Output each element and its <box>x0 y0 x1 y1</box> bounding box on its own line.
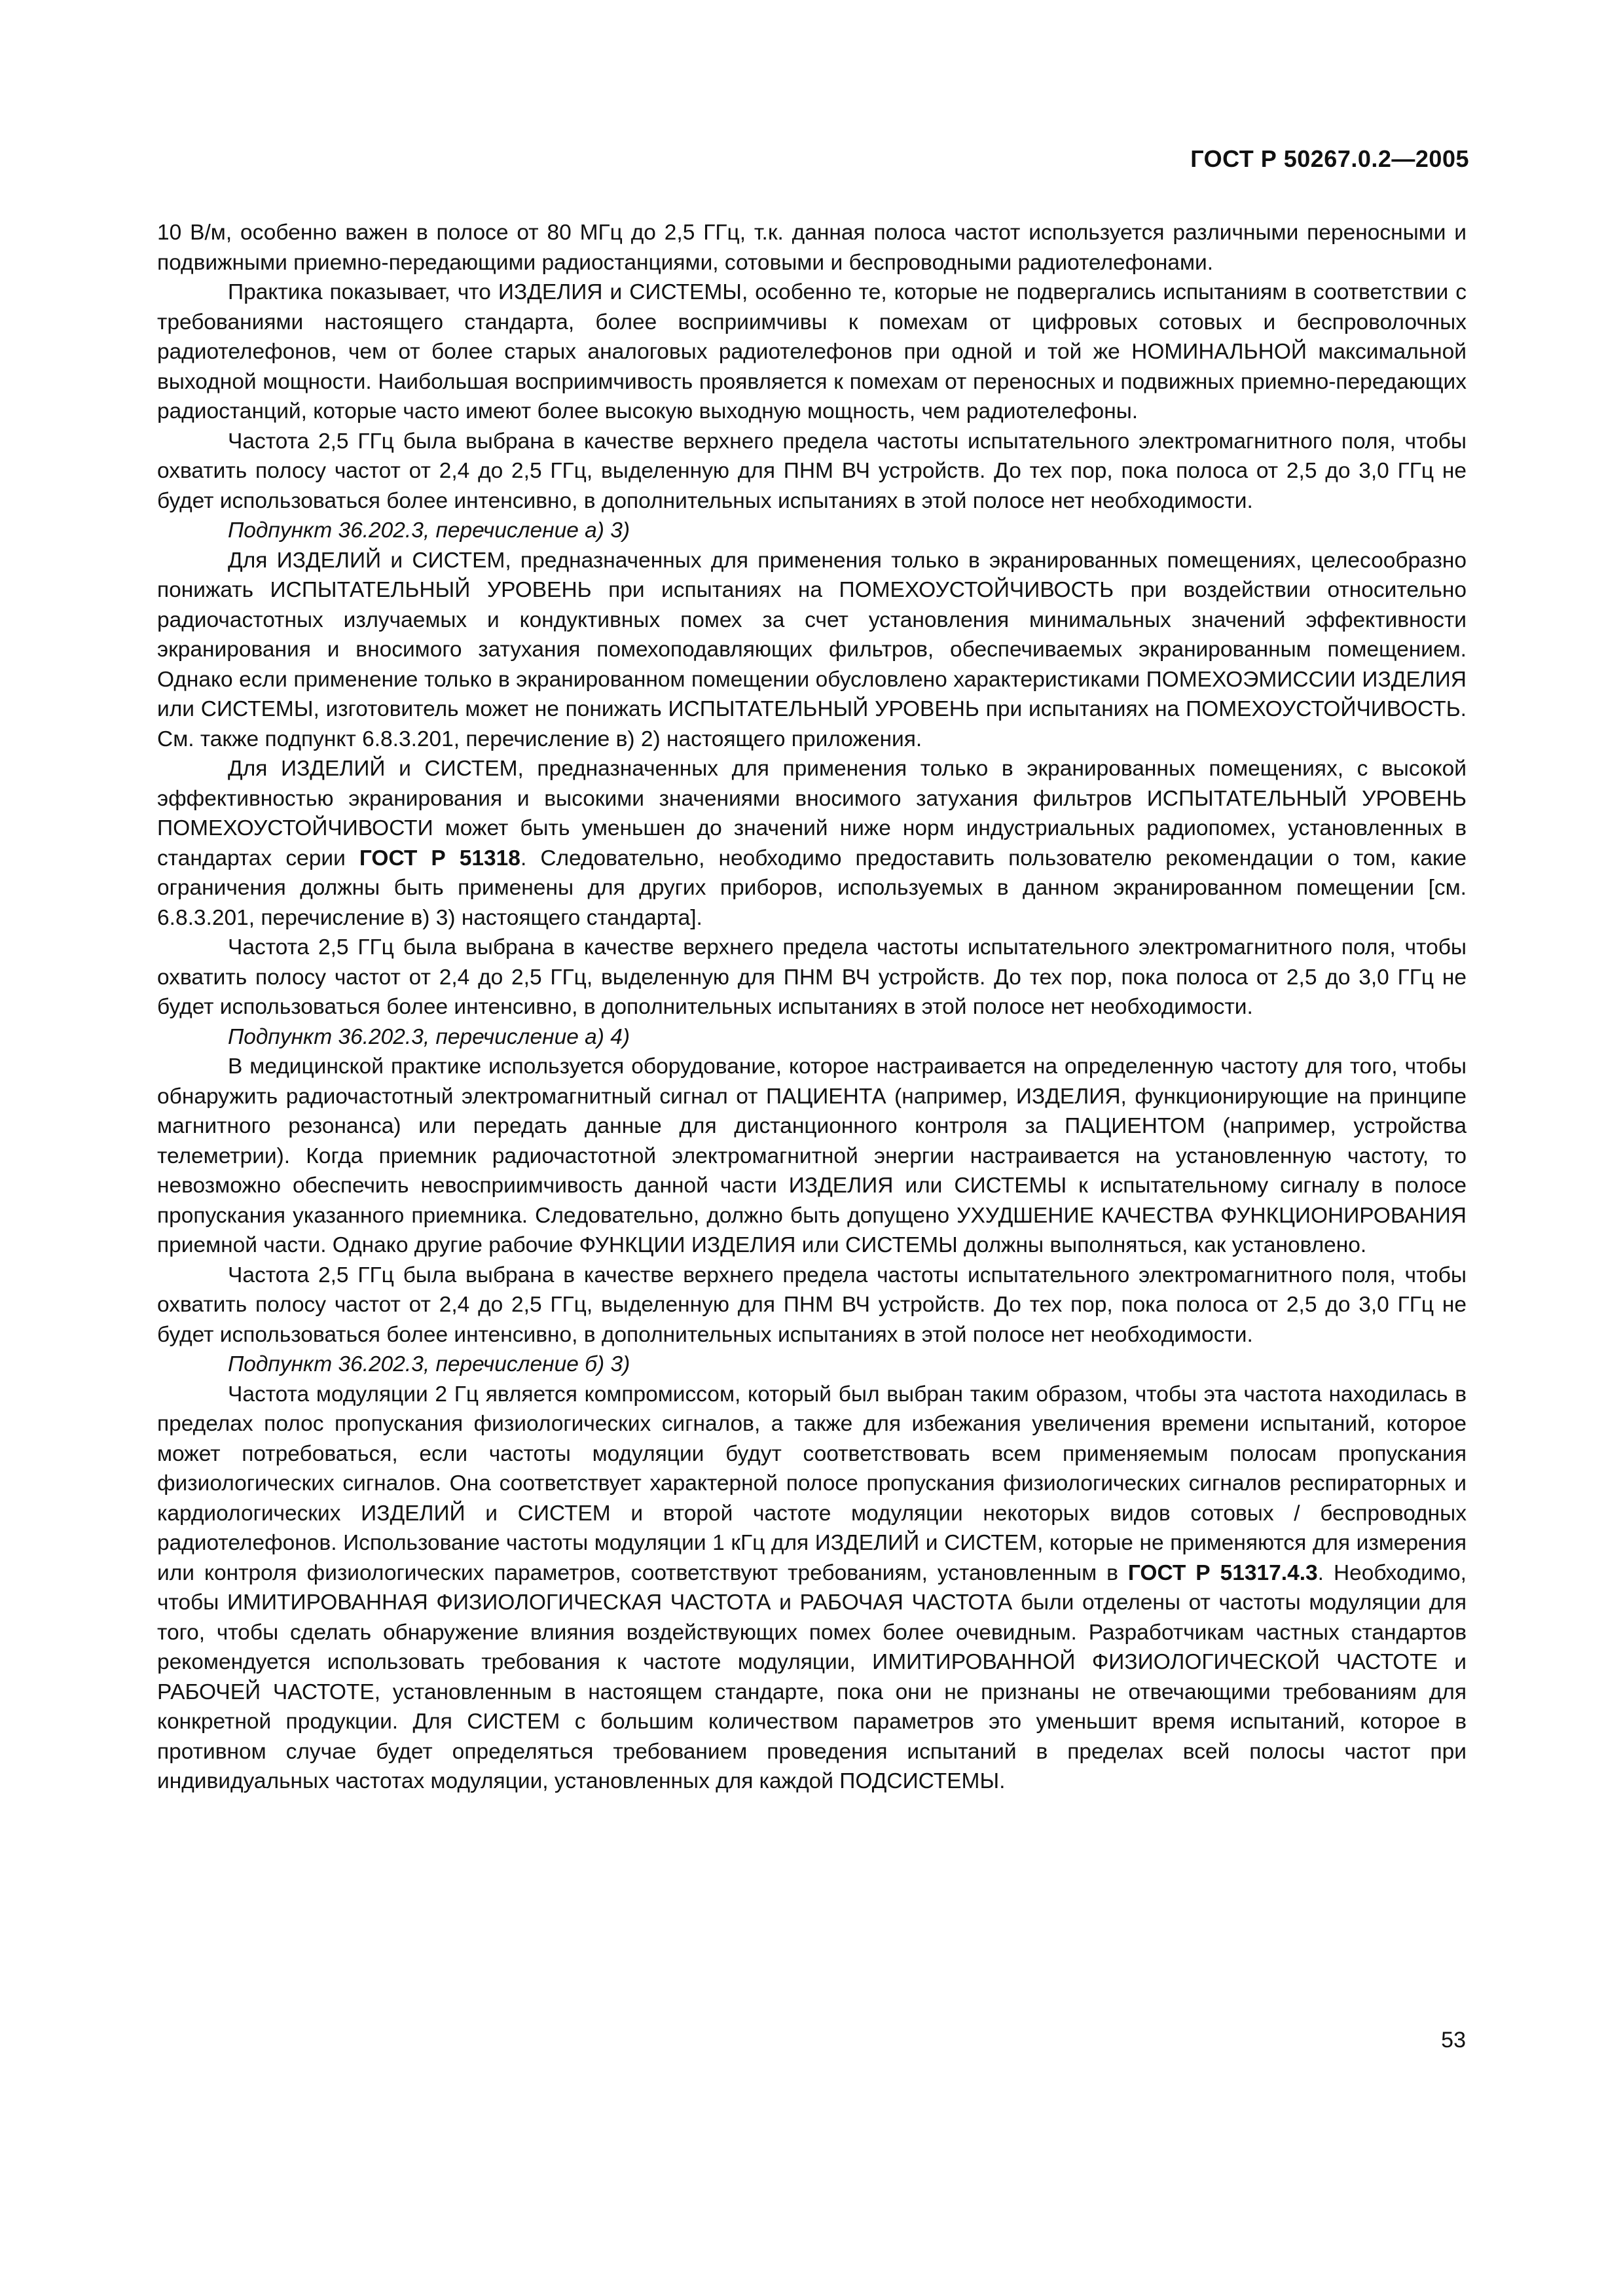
standard-reference: ГОСТ Р 51318 <box>359 846 520 870</box>
subclause-heading: Подпункт 36.202.3, перечисление а) 4) <box>228 1024 630 1049</box>
paragraph: Частота 2,5 ГГц была выбрана в качестве верхнего предела частоты испытательного электромагнитного поля, чтобы охватить полосу частот от 2,4 до 2,5 ГГц, выделенную для ПНМ ВЧ устройств. До тех пор, пока полоса от 2,5 до 3,0 ГГц не будет использоваться более интенсивно, в дополнительных испытаниях в этой полосе нет необходимости. <box>157 1263 1467 1347</box>
document-body <box>157 218 1467 1797</box>
paragraph-text: Частота модуляции 2 Гц является компромиссом, который был выбран таким образом, чтобы эта частота находилась в пределах полос пропускания физиологических сигналов, а также для избежания увеличения времени испытаний, которое может потребоваться, если частоты модуляции будут соответствовать всем применяемым полосам пропускания физиологических сигналов. Она соответствует характерной полосе пропускания физиологических сигналов респираторных и кардиологических ИЗДЕЛИЙ и СИСТЕМ и второй частоте модуляции некоторых видов сотовых / беспроводных радиотелефонов. Использование частоты модуляции 1 кГц для ИЗДЕЛИЙ и СИСТЕМ, которые не применяются для измерения или контроля физиологических параметров, соответствуют требованиям, установленным в <box>157 1382 1467 1585</box>
document-header-standard-number: ГОСТ Р 50267.0.2—2005 <box>1190 145 1469 172</box>
paragraph: В медицинской практике используется оборудование, которое настраивается на определенную частоту для того, чтобы обнаружить радиочастотный электромагнитный сигнал от ПАЦИЕНТА (например, ИЗДЕЛИЯ, функционирующие на принципе магнитного резонанса) или передать данные для дистанционного контроля за ПАЦИЕНТОМ (например, устройства телеметрии). Когда приемник радиочастотной электромагнитной энергии настраивается на установленную частоту, то невозможно обеспечить невосприимчивость данной части ИЗДЕЛИЯ или СИСТЕМЫ к испытательному сигналу в полосе пропускания указанного приемника. Следовательно, должно быть допущено УХУДШЕНИЕ КАЧЕСТВА ФУНКЦИОНИРОВАНИЯ приемной части. Однако другие рабочие ФУНКЦИИ ИЗДЕЛИЯ или СИСТЕМЫ должны выполняться, как установлено. <box>157 1054 1467 1257</box>
paragraph-text: . Следовательно, необходимо предоставить пользователю рекомендации о том, какие ограничения должны быть применены для других приборов, используемых в данном экранированном помещении [см. 6.8.3.201, перечисление в) 3) настоящего стандарта]. <box>157 846 1467 930</box>
paragraph: Для ИЗДЕЛИЙ и СИСТЕМ, предназначенных для применения только в экранированных помещениях, целесообразно понижать ИСПЫТАТЕЛЬНЫЙ УРОВЕНЬ при испытаниях на ПОМЕХОУСТОЙЧИВОСТЬ при воздействии относительно радиочастотных излучаемых и кондуктивных помех за счет установления минимальных значений эффективности экранирования и вносимого затухания помехоподавляющих фильтров, обеспечиваемых экранированным помещением. Однако если применение только в экранированном помещении обусловлено характеристиками ПОМЕХОЭМИССИИ ИЗДЕЛИЯ или СИСТЕМЫ, изготовитель может не понижать ИСПЫТАТЕЛЬНЫЙ УРОВЕНЬ при испытаниях на ПОМЕХОУСТОЙЧИВОСТЬ. См. также подпункт 6.8.3.201, перечисление в) 2) настоящего приложения. <box>157 548 1467 751</box>
paragraph: Частота 2,5 ГГц была выбрана в качестве верхнего предела частоты испытательного электромагнитного поля, чтобы охватить полосу частот от 2,4 до 2,5 ГГц, выделенную для ПНМ ВЧ устройств. До тех пор, пока полоса от 2,5 до 3,0 ГГц не будет использоваться более интенсивно, в дополнительных испытаниях в этой полосе нет необходимости. <box>157 429 1467 513</box>
paragraph-continuation: 10 В/м, особенно важен в полосе от 80 МГц до 2,5 ГГц, т.к. данная полоса частот используется различными переносными и подвижными приемно-передающими радиостанциями, сотовыми и беспроводными радиотелефонами. <box>157 221 1467 275</box>
paragraph-with-reference <box>157 754 1467 933</box>
subclause-heading: Подпункт 36.202.3, перечисление а) 3) <box>228 518 630 543</box>
paragraph: Частота 2,5 ГГц была выбрана в качестве верхнего предела частоты испытательного электромагнитного поля, чтобы охватить полосу частот от 2,4 до 2,5 ГГц, выделенную для ПНМ ВЧ устройств. До тех пор, пока полоса от 2,5 до 3,0 ГГц не будет использоваться более интенсивно, в дополнительных испытаниях в этой полосе нет необходимости. <box>157 935 1467 1019</box>
standard-reference: ГОСТ Р 51317.4.3 <box>1127 1560 1318 1585</box>
paragraph: Практика показывает, что ИЗДЕЛИЯ и СИСТЕМЫ, особенно те, которые не подвергались испытаниям в соответствии с требованиями настоящего стандарта, более восприимчивы к помехам от цифровых сотовых и беспроволочных радиотелефонов, чем от более старых аналоговых радиотелефонов при одной и той же НОМИНАЛЬНОЙ максимальной выходной мощности. Наибольшая восприимчивость проявляется к помехам от переносных и подвижных приемно-передающих радиостанций, которые часто имеют более высокую выходную мощность, чем радиотелефоны. <box>157 280 1467 423</box>
paragraph-with-reference <box>157 1380 1467 1797</box>
subclause-heading: Подпункт 36.202.3, перечисление б) 3) <box>228 1352 630 1376</box>
paragraph-text: . Необходимо, чтобы ИМИТИРОВАННАЯ ФИЗИОЛОГИЧЕСКАЯ ЧАСТОТА и РАБОЧАЯ ЧАСТОТА были отделены от частоты модуляции для того, чтобы сделать обнаружение влияния воздействующих помех более очевидным. Разработчикам частных стандартов рекомендуется использовать требования к частоте модуляции, ИМИТИРОВАННОЙ ФИЗИОЛОГИЧЕСКОЙ ЧАСТОТЕ и РАБОЧЕЙ ЧАСТОТЕ, установленным в настоящем стандарте, пока они не признаны не отвечающими требованиям для конкретной продукции. Для СИСТЕМ с большим количеством параметров это уменьшит время испытаний, которое в противном случае будет определяться требованием проведения испытаний в пределах всей полосы частот при индивидуальных частотах модуляции, установленных для каждой ПОДСИСТЕМЫ. <box>157 1560 1467 1793</box>
paragraph-text: Для ИЗДЕЛИЙ и СИСТЕМ, предназначенных для применения только в экранированных помещениях, с высокой эффективностью экранирования и высокими значениями вносимого затухания фильтров ИСПЫТАТЕЛЬНЫЙ УРОВЕНЬ ПОМЕХОУСТОЙЧИВОСТИ может быть уменьшен до значений ниже норм индустриальных радиопомех, установленных в стандартах серии <box>157 757 1467 870</box>
page-number: 53 <box>1441 2028 1466 2053</box>
